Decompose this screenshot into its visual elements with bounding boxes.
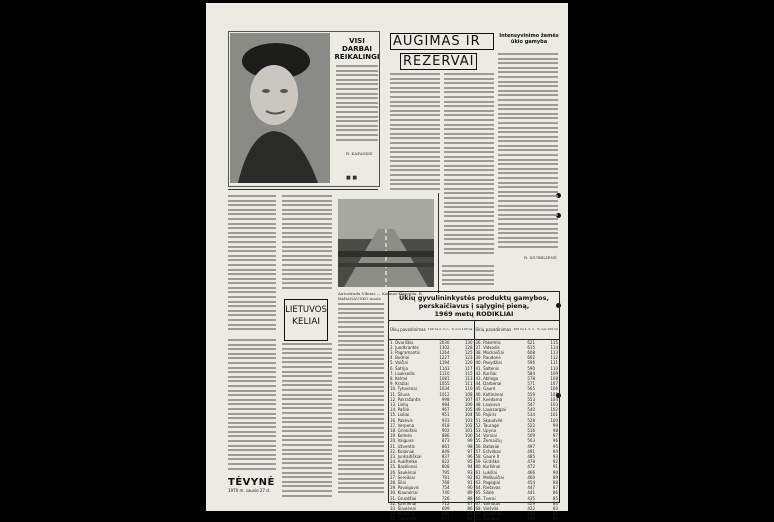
table-cell: 117: [464, 365, 473, 371]
masthead: [228, 477, 278, 493]
table-cell: 97: [467, 448, 473, 454]
table-cell: 100: [464, 433, 473, 439]
table-cell: 22. Kolainiai: [390, 448, 415, 454]
table-cell: 951: [441, 412, 450, 418]
table-cell: 503: [527, 438, 536, 444]
col-header: % nuo 100 ha: [537, 327, 558, 332]
table-cell: 87: [552, 485, 558, 491]
story2-col-b: [444, 73, 494, 261]
table-cell: 590: [527, 365, 536, 371]
table-cell: 64. Rietavas: [475, 485, 501, 491]
table-cell: 102: [550, 407, 558, 413]
table-cell: 837: [441, 453, 450, 459]
story2-col-a: [390, 73, 440, 193]
table-cell: 41. Šaltenis: [475, 365, 499, 371]
table-cell: 57. Eržvilkas: [475, 448, 501, 454]
table-cell: 4. Budriai: [390, 355, 410, 361]
table-cell: 120: [464, 360, 473, 366]
table-title-line: perskaičiavus į sąlyginį pieną,: [418, 302, 530, 310]
table-cell: 106: [464, 401, 473, 407]
table-cell: 861: [441, 443, 450, 449]
story3-headline-line: LIETUVOS: [285, 305, 327, 315]
table-cell: 97: [552, 433, 558, 439]
table-right-half: [475, 321, 560, 522]
table-cell: 114: [550, 344, 558, 350]
table-cell: 46. Kaltinėnai: [475, 391, 504, 397]
table-cell: 63. Pagėgiai: [475, 479, 501, 485]
table-cell: 602: [527, 355, 536, 361]
table-cell: 435: [527, 495, 536, 501]
table-cell: 89: [552, 474, 558, 480]
table-cell: 485: [527, 453, 536, 459]
table-cell: 49. Lauksargiai: [475, 407, 506, 413]
table-cell: 93: [467, 469, 473, 475]
table-cell: 460: [527, 474, 536, 480]
table-cell: 416: [527, 511, 536, 517]
table-cell: 422: [527, 506, 536, 511]
table-cell: 781: [441, 474, 450, 480]
table-cell: 93: [552, 453, 558, 459]
story1-headline-line: VISI: [349, 37, 365, 45]
table-cell: 478: [527, 459, 536, 465]
table-cell: 12. Pakražantis: [390, 396, 421, 402]
table-cell: 23. Junkaitiškiai: [390, 453, 422, 459]
table-cell: 19. Kelmės: [390, 433, 413, 439]
table-cell: 5. Vaičiai: [390, 360, 408, 366]
table-cell: 596: [527, 360, 536, 366]
table-left: [389, 321, 474, 522]
table-cell: 108: [550, 375, 558, 381]
table-cell: 55. Žemaičių: [475, 438, 502, 444]
table-cell: 111: [464, 381, 473, 387]
table-cell: 454: [527, 479, 536, 485]
table-cell: 58. Gaurė II: [475, 453, 499, 459]
table-cell: 84: [552, 500, 558, 506]
table-cell: 40. Pavydžiai: [475, 360, 502, 366]
table-cell: 128: [464, 344, 473, 350]
table-cell: 565: [527, 386, 536, 392]
lower-col-3: [338, 303, 384, 501]
table-cell: 34. Kelmė II: [390, 511, 414, 517]
table-cell: 86: [552, 490, 558, 496]
table-title-line: 1969 metų RODIKLIAI: [434, 310, 514, 318]
table-cell: 26. Šaukėnai: [390, 469, 417, 475]
table-cell: 38. Mockaičiai: [475, 349, 504, 355]
table-cell: 31. Gruzdžiai: [390, 495, 417, 501]
table-cell: 108: [464, 391, 473, 397]
table-cell: 91: [467, 479, 473, 485]
table-cell: 534: [527, 412, 536, 418]
table-cell: 81: [552, 516, 558, 522]
table-cell: 83: [552, 506, 558, 511]
table-cell: 472: [527, 464, 536, 470]
table-cell: 107: [550, 381, 558, 387]
lower-col-2: [282, 343, 332, 501]
table-row: [475, 516, 560, 521]
table-cell: 528: [527, 417, 536, 423]
table-cell: 47. Kvėdarna: [475, 396, 503, 402]
table-cell: 123: [464, 355, 473, 361]
vertical-rule: [438, 193, 439, 293]
table-cell: 540: [527, 407, 536, 413]
table-cell: 113: [464, 375, 473, 381]
table-cell: 70. Žvingiai: [475, 516, 500, 522]
table-cell: 59. Girdiškė: [475, 459, 500, 465]
table-cell: 967: [441, 407, 450, 413]
table-cell: 559: [527, 391, 536, 397]
table-cell: 712: [441, 500, 450, 506]
table-cell: 28. Šilai: [390, 479, 406, 485]
table-cell: 849: [441, 448, 450, 454]
table-cell: 25. Bazilionai: [390, 464, 417, 470]
table-cell: 740: [441, 490, 450, 496]
table-cell: 115: [464, 370, 473, 376]
sidebar-headline: Intensyvinimo žemės ūkio gamyba: [499, 33, 559, 45]
table-cell: 66. Tverai: [475, 495, 496, 501]
table-cell: 110: [464, 386, 473, 392]
table-cell: 52. Tauragė: [475, 422, 499, 428]
story1-body: [336, 65, 378, 143]
table-cell: 516: [527, 427, 536, 433]
table-cell: 547: [527, 401, 536, 407]
col-header: Ūkių pavadinimas: [475, 327, 512, 333]
table-body: [389, 320, 559, 522]
table-cell: 497: [527, 443, 536, 449]
table-cell: 91: [552, 464, 558, 470]
report-table-frame: [388, 291, 560, 522]
table-cell: 27. Sereikiai: [390, 474, 415, 480]
table-cell: 608: [527, 349, 536, 355]
masthead-issue: 1970 m. sausio 27 d.: [228, 488, 271, 493]
table-cell: 509: [527, 433, 536, 439]
table-cell: 1302: [439, 344, 450, 350]
table-cell: 522: [527, 422, 536, 428]
table-cell: 1194: [439, 360, 450, 366]
table-cell: 43. Ablinga: [475, 375, 499, 381]
table-cell: 125: [464, 349, 473, 355]
table-cell: 1110: [439, 370, 450, 376]
table-cell: 795: [441, 469, 450, 475]
table-cell: 410: [527, 516, 536, 522]
table-cell: 67. Vainutas: [475, 500, 501, 506]
table-cell: 85: [552, 495, 558, 501]
table-cell: 44. Darbėnai: [475, 381, 502, 387]
story2-col-c: [442, 265, 494, 287]
table-cell: 65. Šilalė: [475, 490, 494, 496]
table-right: [475, 321, 560, 522]
table-left-half: [389, 321, 475, 522]
table-cell: 56. Batakiai: [475, 443, 500, 449]
table-cell: 90: [467, 485, 473, 491]
story1-byline: R. KAPASKIS: [346, 151, 373, 156]
table-cell: 1034: [439, 386, 450, 392]
table-cell: 100: [550, 417, 558, 423]
table-cell: 39. Raudonė: [475, 355, 501, 361]
table-cell: 95: [467, 459, 473, 465]
table-cell: 95: [552, 443, 558, 449]
table-cell: 10. Tytuvėnai: [390, 386, 417, 392]
table-cell: 85: [467, 511, 473, 517]
table-cell: 14. Pašilė: [390, 407, 410, 413]
table-cell: 68. Viešvilė: [475, 506, 499, 511]
table-cell: 96: [467, 453, 473, 459]
table-cell: 1055: [439, 381, 450, 387]
table-cell: 53. Upyna: [475, 427, 496, 433]
table-cell: 61. Lukšiai: [475, 469, 497, 475]
road-photo-caption: Autostrada Vilnius — Kaunas-Klaipėda. R. BARANAUSKO nuotr.: [338, 291, 424, 301]
table-cell: 902: [441, 427, 450, 433]
table-cell: 111: [550, 360, 558, 366]
col-header: % nuo 100 ha: [451, 327, 473, 332]
table-cell: 998: [441, 396, 450, 402]
table-cell: 16. Pakėvis: [390, 417, 413, 423]
table-cell: 115: [550, 339, 558, 345]
table-cell: 699: [441, 506, 450, 511]
newspaper-clipping: [206, 3, 568, 522]
table-cell: 51. Skaudvilė: [475, 417, 503, 423]
table-cell: 50. Pajūris: [475, 412, 497, 418]
table-cell: 94: [467, 464, 473, 470]
table-cell: 102: [464, 422, 473, 428]
table-cell: 105: [464, 407, 473, 413]
table-cell: 6. Šatrija: [390, 365, 408, 371]
table-cell: 7. Lauksodis: [390, 370, 415, 376]
story1-headline: [334, 37, 380, 61]
table-cell: 37. Vidsodis: [475, 344, 500, 350]
table-row: [389, 516, 474, 521]
table-cell: 571: [527, 381, 536, 387]
table-cell: 933: [441, 417, 450, 423]
table-cell: 33. Šiaulėnai: [390, 506, 416, 511]
col-header: 100 ha ž. ū. n.: [513, 327, 535, 332]
road-photo: [338, 199, 434, 287]
table-cell: 109: [550, 370, 558, 376]
table-cell: 615: [527, 344, 536, 350]
table-cell: 873: [441, 438, 450, 444]
table-cell: 17. Verpena: [390, 422, 415, 428]
col-header: Ūkių pavadinimas: [390, 327, 426, 333]
story2-headline-line: AUGIMAS IR: [390, 33, 494, 50]
table-cell: 1. Dvariškis: [390, 339, 414, 345]
table-cell: 685: [441, 511, 450, 517]
table-cell: 2. Juodkrantės: [390, 344, 419, 350]
table-cell: 1012: [439, 391, 450, 397]
table-cell: 466: [527, 469, 536, 475]
table-cell: 88: [552, 479, 558, 485]
table-cell: 808: [441, 464, 450, 470]
table-cell: 11. Šiluva: [390, 391, 410, 397]
table-cell: 48. Laukuva: [475, 401, 500, 407]
lietuvos-keliai-box: [284, 299, 328, 341]
table-cell: 113: [550, 349, 558, 355]
table-cell: 24. Aukštelkė: [390, 459, 418, 465]
table-cell: 621: [527, 339, 536, 345]
table-cell: 36. Pakelmis: [475, 339, 501, 345]
table-cell: 2030: [439, 339, 450, 345]
portrait-photo: [230, 33, 330, 183]
table-cell: 82: [552, 511, 558, 517]
table-cell: 90: [552, 469, 558, 475]
table-cell: 1081: [439, 375, 450, 381]
table-cell: 32. Karklėnai: [390, 500, 417, 506]
story2-headline: [390, 33, 494, 70]
story1-marks: ■ ■: [346, 175, 358, 181]
table-cell: 106: [550, 386, 558, 392]
story3-col-b: [282, 195, 332, 295]
table-title: [389, 292, 559, 318]
table-cell: 20. Vaiguva: [390, 438, 414, 444]
sidebar-body: [498, 53, 558, 253]
table-cell: 918: [441, 422, 450, 428]
table-cell: 60. Kuršėnai: [475, 464, 501, 470]
table-cell: 768: [441, 479, 450, 485]
table-cell: 822: [441, 459, 450, 465]
table-cell: 94: [552, 448, 558, 454]
table-cell: 441: [527, 490, 536, 496]
table-cell: 69. Žygaičiai: [475, 511, 502, 517]
col-header: 100 ha ž. ū. n.: [427, 327, 450, 332]
table-cell: 98: [552, 427, 558, 433]
table-cell: 130: [464, 339, 473, 345]
lower-col-1: [228, 339, 276, 475]
table-cell: 671: [441, 516, 450, 522]
table-cell: 103: [550, 401, 558, 407]
table-cell: 8. Kelmė: [390, 375, 408, 381]
table-cell: 104: [550, 396, 558, 402]
table-cell: 86: [467, 506, 473, 511]
table-cell: 3. Pagramantis: [390, 349, 421, 355]
table-cell: 584: [527, 370, 536, 376]
table-cell: 104: [464, 412, 473, 418]
table-cell: 54. Varniai: [475, 433, 497, 439]
road-image: [338, 199, 434, 287]
table-cell: 105: [550, 391, 558, 397]
table-cell: 87: [467, 500, 473, 506]
table-cell: 13. Liolių: [390, 401, 409, 407]
table-cell: 103: [464, 417, 473, 423]
table-cell: 101: [550, 412, 558, 418]
table-cell: 62. Meškuičiai: [475, 474, 504, 480]
story2-headline-line: REZERVAI: [400, 53, 477, 70]
table-cell: 89: [467, 490, 473, 496]
table-cell: 112: [550, 355, 558, 361]
table-cell: 15. Lioliai: [390, 412, 410, 418]
horizontal-rule: [228, 189, 378, 190]
table-cell: 886: [441, 433, 450, 439]
table-cell: 92: [467, 474, 473, 480]
table-cell: 96: [552, 438, 558, 444]
table-cell: 84: [467, 516, 473, 522]
table-cell: 726: [441, 495, 450, 501]
table-cell: 42. Kuršiai: [475, 370, 497, 376]
masthead-name: TĖVYNĖ: [228, 477, 275, 488]
sidebar-byline: R. SIURBLIENĖ: [524, 255, 557, 260]
table-cell: 101: [464, 427, 473, 433]
story1-headline-line: DARBAI: [342, 45, 372, 53]
table-cell: 110: [550, 365, 558, 371]
table-cell: 447: [527, 485, 536, 491]
table-cell: 984: [441, 401, 450, 407]
table-cell: 1264: [439, 349, 450, 355]
table-cell: 35. Tytuvėnų: [390, 516, 416, 522]
table-cell: 29. Pavaiguvis: [390, 485, 419, 491]
portrait-image: [230, 33, 330, 183]
table-cell: 1143: [439, 365, 450, 371]
table-cell: 578: [527, 375, 536, 381]
table-cell: 98: [467, 443, 473, 449]
table-cell: 491: [527, 448, 536, 454]
table-title-line: Ūkių gyvulininkystės produktų gamybos,: [399, 294, 549, 302]
table-cell: 99: [552, 422, 558, 428]
table-cell: 429: [527, 500, 536, 506]
story3-col-a: [228, 195, 276, 335]
table-cell: 92: [552, 459, 558, 465]
table-cell: 18. Grinkiškis: [390, 427, 418, 433]
table-cell: 88: [467, 495, 473, 501]
table-cell: 9. Kražiai: [390, 381, 409, 387]
table-cell: 107: [464, 396, 473, 402]
story3-headline-line: KELIAI: [291, 317, 321, 327]
table-cell: 99: [467, 438, 473, 444]
table-cell: 45. Gaurė: [475, 386, 496, 392]
story3-headline: [285, 300, 327, 328]
table-cell: 553: [527, 396, 536, 402]
table-cell: 21. Užventis: [390, 443, 415, 449]
table-cell: 30. Kiaunoriai: [390, 490, 418, 496]
story1-headline-line: REIKALINGI: [334, 53, 380, 61]
table-cell: 1227: [439, 355, 450, 361]
table-cell: 754: [441, 485, 450, 491]
